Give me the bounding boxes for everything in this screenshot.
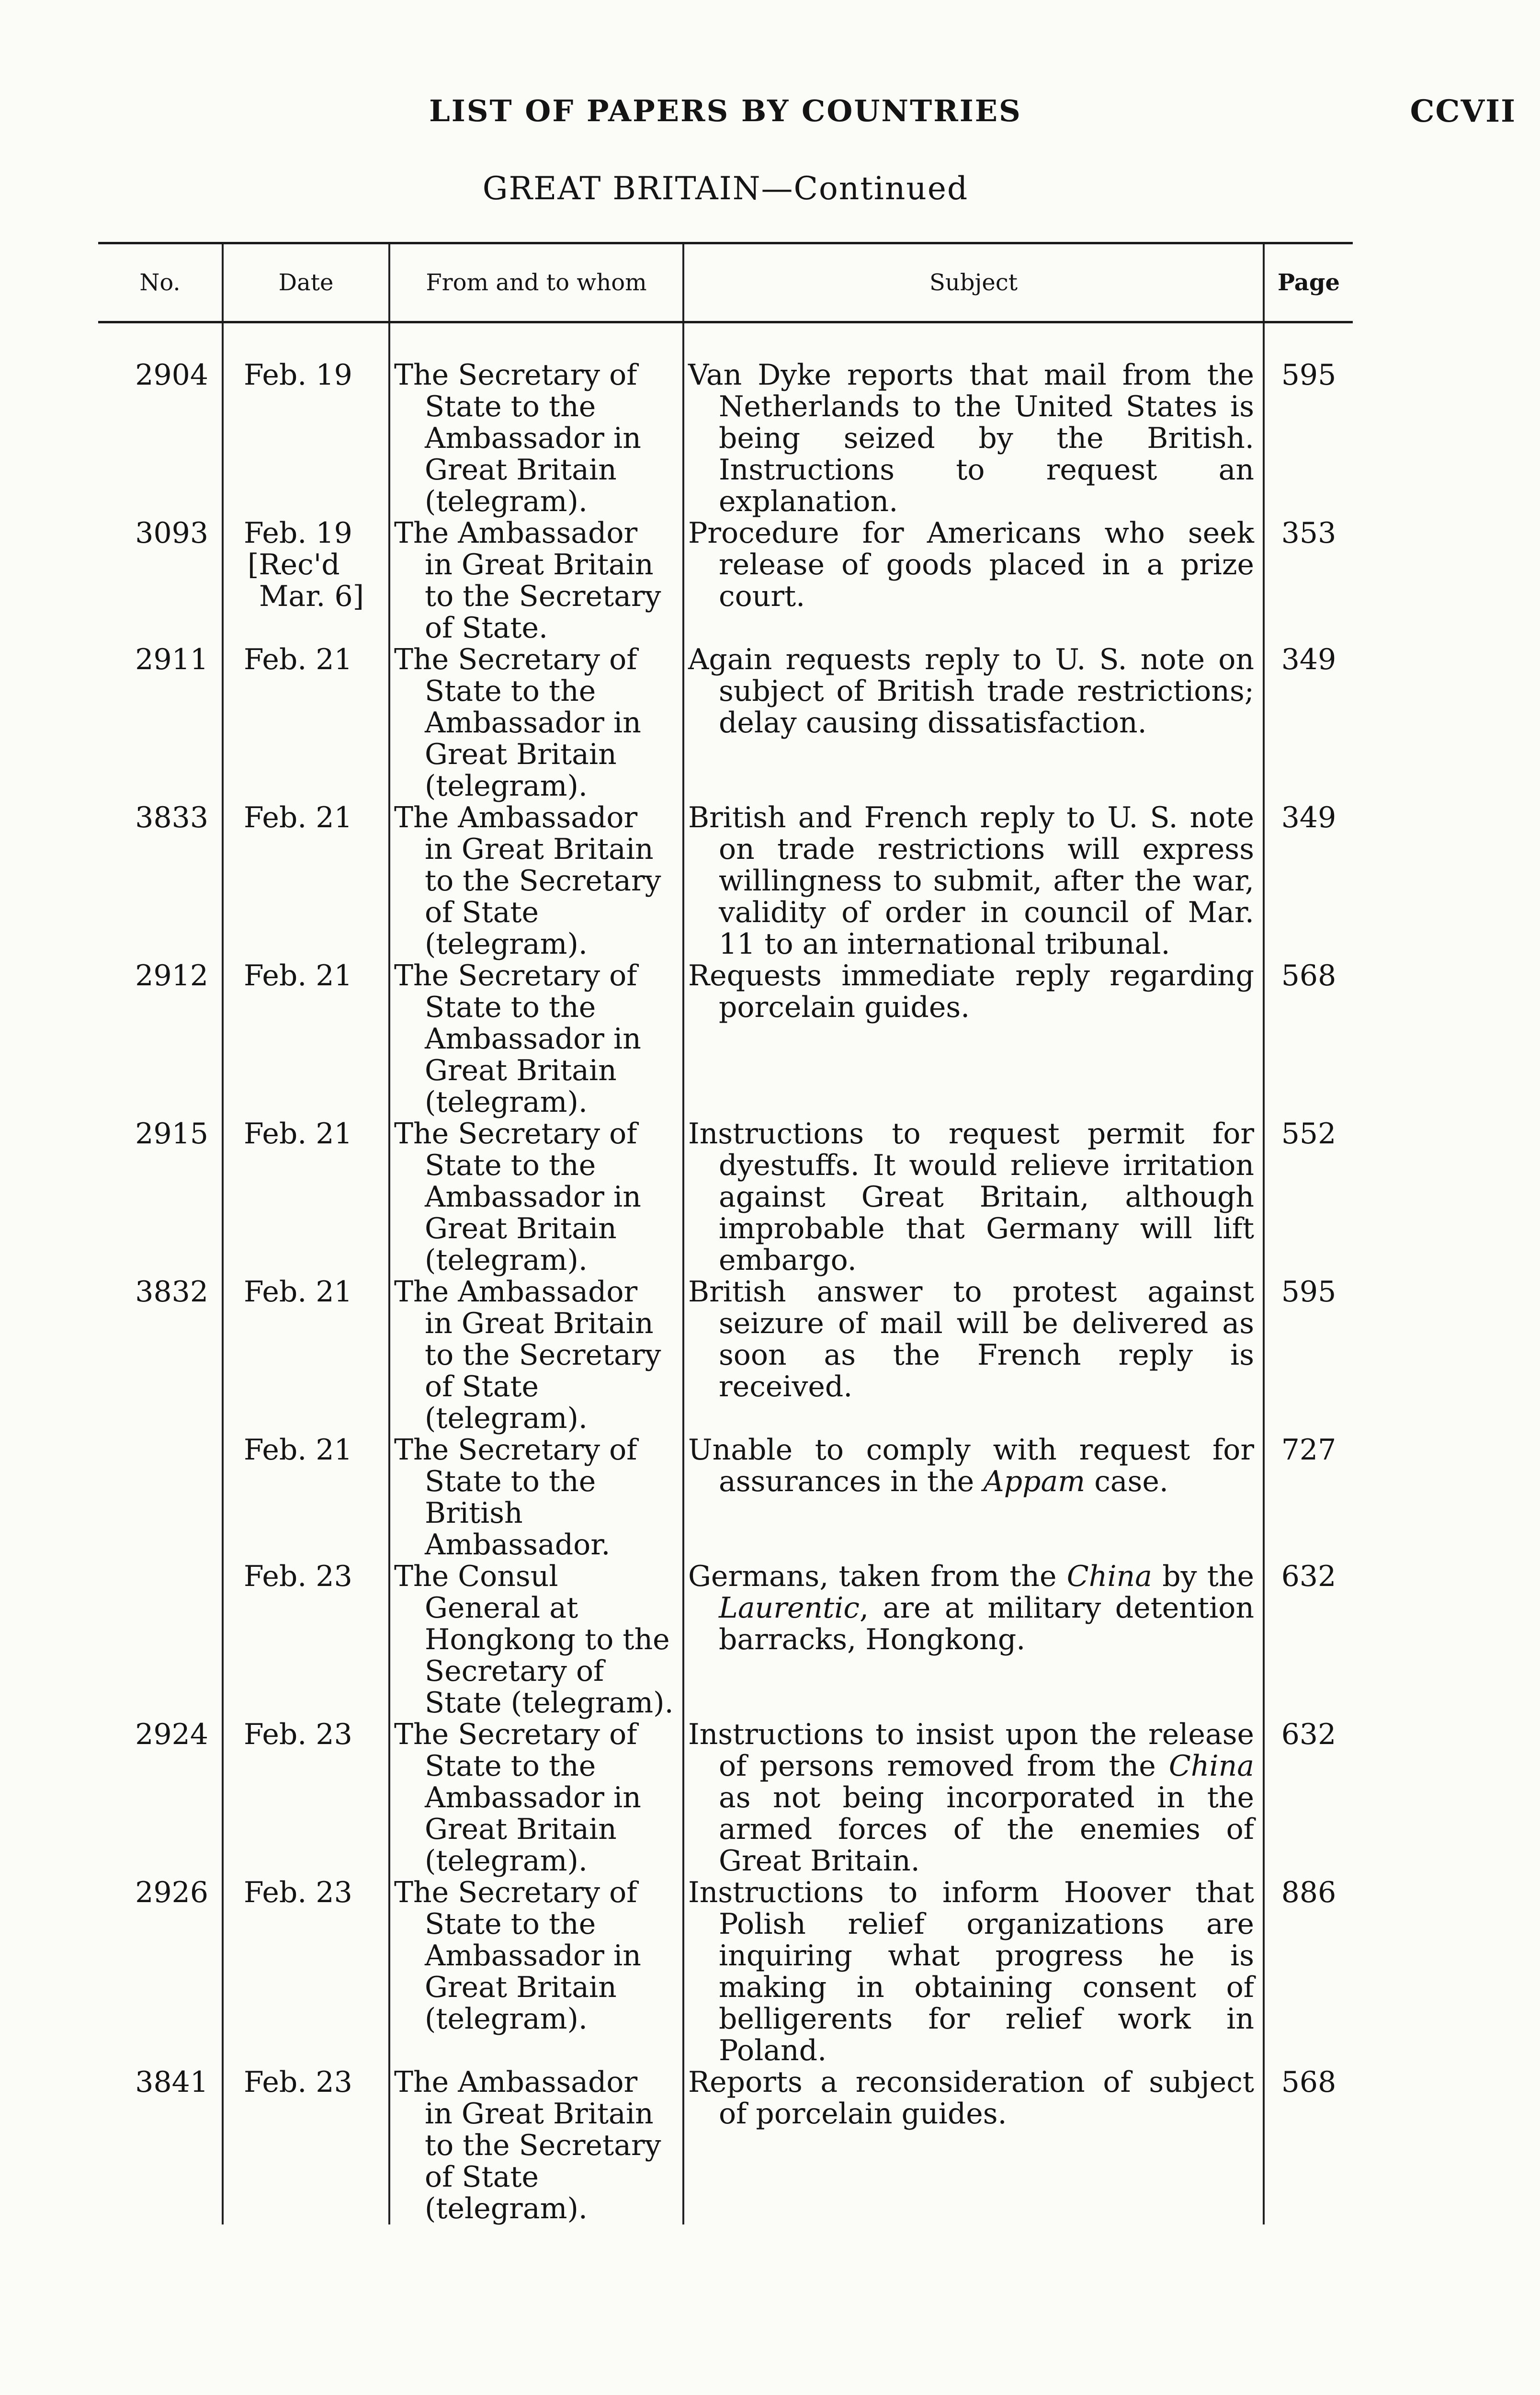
- paper-number: 2904: [135, 358, 208, 392]
- table-row: [98, 1561, 1353, 1719]
- paper-date: [223, 1877, 389, 2066]
- paper-date-line: Feb. 21: [244, 1275, 352, 1309]
- paper-subject: Requests immediate reply regarding porcelain guides.: [683, 960, 1264, 1118]
- page-reference: 727: [1264, 1434, 1353, 1561]
- from-and-to-whom: The Secretary of State to the Ambassador in Great Britain (telegram).: [389, 644, 683, 802]
- page-reference: 632: [1264, 1719, 1353, 1877]
- paper-date-line: Feb. 19: [244, 358, 352, 392]
- paper-date-line: Mar. 6]: [259, 580, 364, 613]
- paper-date: [223, 2066, 389, 2224]
- running-title: LIST OF PAPERS BY COUNTRIES: [429, 93, 1022, 128]
- paper-date-line: Feb. 21: [244, 643, 352, 676]
- paper-number: 2924: [135, 1718, 208, 1751]
- page-reference: 568: [1264, 2066, 1353, 2224]
- paper-date-line: Feb. 23: [244, 1718, 352, 1751]
- table-row: [98, 1434, 1353, 1561]
- paper-subject: Reports a reconsideration of subject of porcelain guides.: [683, 2066, 1264, 2224]
- from-and-to-whom: The Secretary of State to the Ambassador in Great Britain (telegram).: [389, 960, 683, 1118]
- papers-table: [98, 242, 1353, 2294]
- paper-number: 2911: [135, 643, 208, 676]
- table-row: [98, 802, 1353, 960]
- paper-date: [223, 1276, 389, 1434]
- from-and-to-whom: The Consul General at Hongkong to the Secretary of State (telegram).: [389, 1561, 683, 1719]
- paper-date-line: Feb. 21: [244, 1433, 352, 1467]
- paper-date: [223, 960, 389, 1118]
- paper-date: [223, 802, 389, 960]
- paper-subject: Unable to comply with request for assurances in the Appam case.: [683, 1434, 1264, 1561]
- paper-date: [223, 1719, 389, 1877]
- column-header-no: No.: [139, 269, 181, 296]
- paper-date-line: Feb. 19: [244, 516, 352, 550]
- page-number: CCVII: [1410, 93, 1516, 129]
- paper-number: 2915: [135, 1117, 208, 1151]
- table-row: [98, 322, 1353, 518]
- paper-date-line: Feb. 21: [244, 1117, 352, 1151]
- paper-date: [223, 1434, 389, 1561]
- paper-number: 2912: [135, 959, 208, 992]
- paper-number: [98, 1434, 223, 1561]
- from-and-to-whom: The Secretary of State to the Ambassador in Great Britain (telegram).: [389, 1118, 683, 1276]
- page-reference: 353: [1264, 517, 1353, 644]
- paper-date: [223, 517, 389, 644]
- table-row: [98, 517, 1353, 644]
- table-row: [98, 960, 1353, 1118]
- table-row: [98, 644, 1353, 802]
- table-body: [98, 322, 1353, 2225]
- paper-number: 3833: [135, 801, 208, 834]
- section-title: GREAT BRITAIN—Continued: [482, 170, 969, 207]
- column-header-from: From and to whom: [389, 243, 683, 322]
- paper-subject: Germans, taken from the China by the Laurentic, are at military detention barracks, Hongkong.: [683, 1561, 1264, 1719]
- paper-subject: British answer to protest against seizure of mail will be delivered as soon as the French reply is received.: [683, 1276, 1264, 1434]
- paper-number: 2926: [135, 1876, 208, 1909]
- paper-date-line: Feb. 21: [244, 801, 352, 834]
- page-reference: 349: [1264, 802, 1353, 960]
- paper-date-line: Feb. 21: [244, 959, 352, 992]
- paper-date: [223, 644, 389, 802]
- paper-number: [98, 1561, 223, 1719]
- from-and-to-whom: The Secretary of State to the Ambassador in Great Britain (telegram).: [389, 1877, 683, 2066]
- paper-date-line: [Rec'd: [248, 548, 340, 582]
- from-and-to-whom: The Ambassador in Great Britain to the Secretary of State (telegram).: [389, 2066, 683, 2224]
- from-and-to-whom: The Ambassador in Great Britain to the Secretary of State.: [389, 517, 683, 644]
- paper-date: [223, 1118, 389, 1276]
- from-and-to-whom: The Secretary of State to the Ambassador in Great Britain (telegram).: [389, 1719, 683, 1877]
- page-reference: 552: [1264, 1118, 1353, 1276]
- paper-date: [223, 1561, 389, 1719]
- paper-subject: Instructions to insist upon the release of persons removed from the China as not being incorporated in the armed forces of the enemies of Great Britain.: [683, 1719, 1264, 1877]
- paper-subject: British and French reply to U. S. note on trade restrictions will express willingness to submit, after the war, validity of order in council of Mar. 11 to an international tribunal.: [683, 802, 1264, 960]
- page-reference: 595: [1264, 1276, 1353, 1434]
- paper-number: 3093: [135, 516, 208, 550]
- paper-subject: Instructions to inform Hoover that Polish relief organizations are inquiring what progress he is making in obtaining consent of belligerents for relief work in Poland.: [683, 1877, 1264, 2066]
- page-reference: 595: [1264, 322, 1353, 518]
- paper-date-line: Feb. 23: [244, 2065, 352, 2099]
- table-row: [98, 2066, 1353, 2224]
- paper-number: 3841: [135, 2065, 208, 2099]
- page-reference: 632: [1264, 1561, 1353, 1719]
- page-reference: 349: [1264, 644, 1353, 802]
- from-and-to-whom: The Ambassador in Great Britain to the Secretary of State (telegram).: [389, 802, 683, 960]
- paper-number: 3832: [135, 1275, 208, 1309]
- from-and-to-whom: The Secretary of State to the British Ambassador.: [389, 1434, 683, 1561]
- from-and-to-whom: The Secretary of State to the Ambassador in Great Britain (telegram).: [389, 322, 683, 518]
- paper-date: [223, 322, 389, 518]
- paper-date-line: Feb. 23: [244, 1876, 352, 1909]
- column-header-subject: Subject: [683, 243, 1264, 322]
- from-and-to-whom: The Ambassador in Great Britain to the Secretary of State (telegram).: [389, 1276, 683, 1434]
- table-header-row: [98, 243, 1353, 322]
- page-reference: 568: [1264, 960, 1353, 1118]
- table-row: [98, 1877, 1353, 2066]
- paper-subject: Again requests reply to U. S. note on subject of British trade restrictions; delay causing dissatisfaction.: [683, 644, 1264, 802]
- paper-subject: Van Dyke reports that mail from the Netherlands to the United States is being seized by the British. Instructions to request an explanation.: [683, 322, 1264, 518]
- table-row: [98, 1118, 1353, 1276]
- page-reference: 886: [1264, 1877, 1353, 2066]
- table-row: [98, 1719, 1353, 1877]
- paper-date-line: Feb. 23: [244, 1560, 352, 1593]
- paper-subject: Instructions to request permit for dyestuffs. It would relieve irritation against Great Britain, although improbable that Germany will lift embargo.: [683, 1118, 1264, 1276]
- paper-subject: Procedure for Americans who seek release of goods placed in a prize court.: [683, 517, 1264, 644]
- column-header-page: Page: [1264, 243, 1353, 322]
- table-row: [98, 1276, 1353, 1434]
- column-header-date: Date: [223, 243, 389, 322]
